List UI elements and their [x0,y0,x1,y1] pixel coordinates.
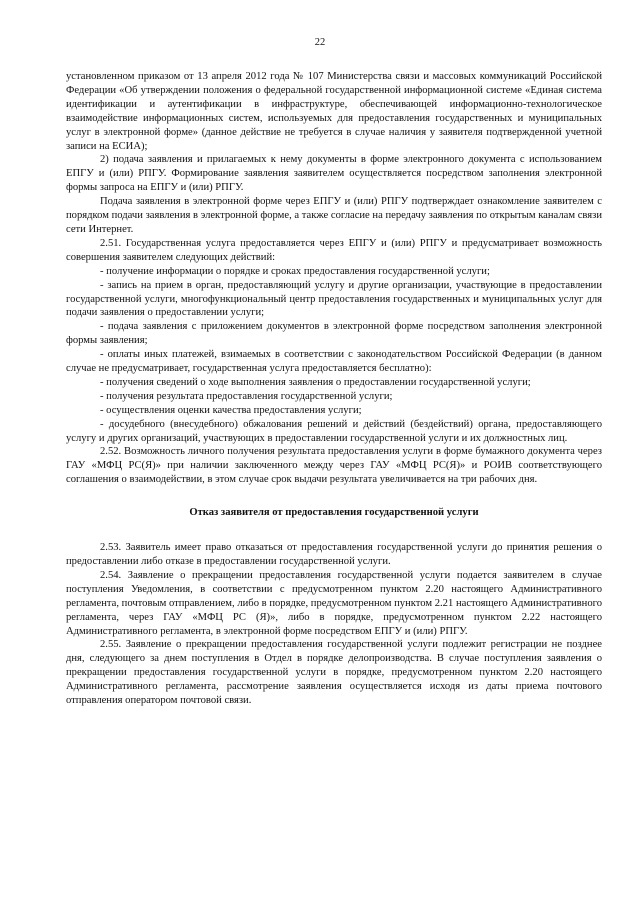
list-item: - подача заявления с приложением документов в электронной форме посредством заполнения электронной формы заявления; [66,321,602,347]
list-item: - получения результата предоставления государственной услуги; [100,390,393,402]
page-number: 22 [314,37,326,48]
list-item: - запись на прием в орган, предоставляющий услугу и другие организации, участвующие в предоставлении государственной услуги, многофункциональный центр предоставления государственных и муниципальных услуг для подачи заявления о предоставлении услуги; [66,279,602,319]
paragraph: Подача заявления в электронной форме через ЕПГУ и (или) РПГУ подтверждает ознакомление заявителем с порядком подачи заявления в электронной форме, а также согласие на передачу заявления по открытым каналам связи сети Интернет. [66,196,602,235]
list-item: - получения сведений о ходе выполнения заявления о предоставлении государственной услуги; [100,376,531,388]
paragraph: 2.51. Государственная услуга предоставляется через ЕПГУ и (или) РПГУ и предусматривает возможность совершения заявителем следующих действий: [66,237,602,263]
paragraph: 2.54. Заявление о прекращении предоставления государственной услуги подается заявителем в случае поступления Уведомления, в соответствии с предусмотренном пунктом 2.20 настоящего Административного регламента, почтовым отправлением, либо в порядке, предусмотренном пунктом 2.21 настоящего Административного регламента, через ГАУ «МФЦ РС (Я)», либо в порядке, предусмотренном пунктом 2.22 настоящего Административного регламента, в электронной форме посредством ЕПГУ и (или) РПГУ. [66,569,602,637]
document-body [66,70,602,708]
list-item: - получение информации о порядке и сроках предоставления государственной услуги; [100,265,490,277]
paragraph: 2.53. Заявитель имеет право отказаться от предоставления государственной услуги до принятия решения о предоставлении либо отказе в предоставлении государственной услуги. [66,542,602,567]
paragraph: 2) подача заявления и прилагаемых к нему документы в форме электронного документа с использованием ЕПГУ и (или) РПГУ. Формирование заявления заявителем осуществляется посредством заполнения электронной формы запроса на ЕПГУ и (или) РПГУ. [66,154,602,194]
list-item: - досудебного (внесудебного) обжалования решений и действий (бездействий) органа, предоставляющего услугу и других организаций, участвующих в предоставлении государственной услуги и их должностных лиц. [66,418,602,444]
paragraph: установленном приказом от 13 апреля 2012 года № 107 Министерства связи и массовых коммуникаций Российской Федерации «Об утверждении положения о федеральной государственной информационной системе «Единая система идентификации и аутентификации в инфраструктуре, обеспечивающей информационно-технологическое взаимодействие информационных систем, используемых для предоставления государственных и муниципальных услуг в электронной форме» (данное действие не требуется в случае наличия у заявителя подтвержденной учетной записи на ЕСИА); [66,71,602,152]
list-item: - осуществления оценки качества предоставления услуги; [100,404,362,416]
section-heading: Отказ заявителя от предоставления государственной услуги [189,507,479,519]
list-item: - оплаты иных платежей, взимаемых в соответствии с законодательством Российской Федерации (в данном случае не предусматривает, государственная услуга предоставляется бесплатно): [66,349,602,375]
paragraph: 2.52. Возможность личного получения результата предоставления услуги в форме бумажного документа через ГАУ «МФЦ РС(Я)» при наличии заключенного между через ГАУ «МФЦ РС(Я)» и РОИВ соответствующего соглашения о взаимодействии, в этом случае срок выдачи результата увеличивается на три рабочих дня. [66,446,602,486]
paragraph: 2.55. Заявление о прекращении предоставления государственной услуги подлежит регистрации не позднее дня, следующего за днем поступления в Отдел в порядке делопроизводства. В случае поступления заявления о прекращении предоставления государственной услуги в порядке, предусмотренном пунктом 2.20 настоящего Административного регламента, рассмотрение заявления осуществляется исходя из даты приема почтового отправления оператором почтовой связи. [66,639,602,707]
